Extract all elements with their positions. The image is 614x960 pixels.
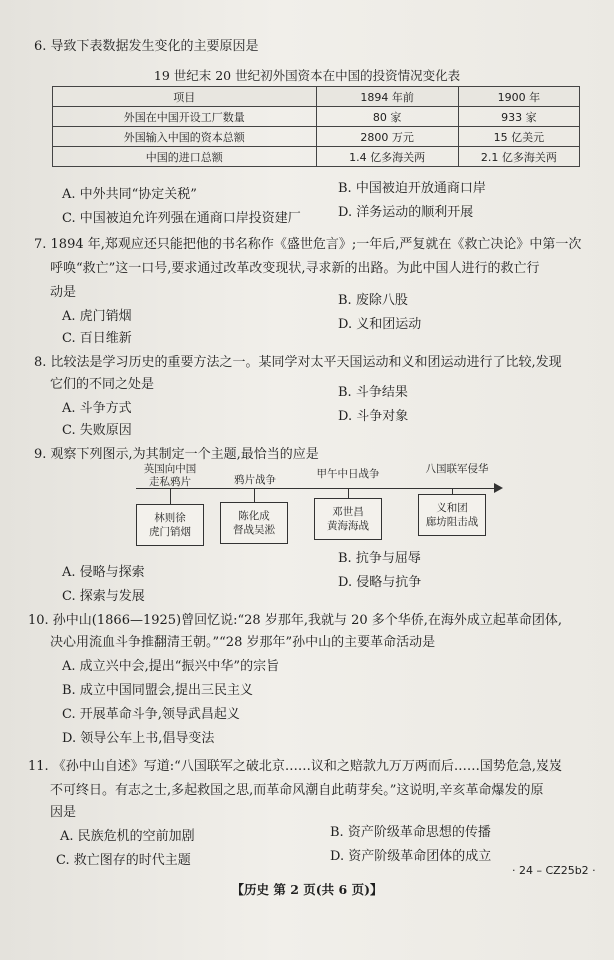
table-header-cell: 1894 年前 <box>316 87 458 107</box>
table-cell: 80 家 <box>316 107 458 127</box>
q10-option-a[interactable]: A. 成立兴中会,提出“振兴中华”的宗旨 <box>62 659 280 674</box>
table-cell: 2800 万元 <box>316 127 458 147</box>
table-header-cell: 项目 <box>53 87 317 107</box>
timeline-label-eight-nation-invasion: 八国联军侵华 <box>425 463 489 475</box>
timeline-axis <box>136 488 496 489</box>
timeline-box-lin-zexu: 林则徐 虎门销烟 <box>136 504 204 546</box>
timeline-box-boxers-langfang: 义和团 廊坊阻击战 <box>418 494 486 536</box>
table-cell: 933 家 <box>458 107 579 127</box>
table-header-cell: 1900 年 <box>458 87 579 107</box>
q10-option-c[interactable]: C. 开展革命斗争,领导武昌起义 <box>62 707 240 722</box>
q11-option-a[interactable]: A. 民族危机的空前加剧 <box>60 829 195 844</box>
q6-option-b[interactable]: B. 中国被迫开放通商口岸 <box>338 181 486 196</box>
page-footer: 【历史 第 2 页(共 6 页)】 <box>231 882 383 897</box>
q10-option-b[interactable]: B. 成立中国同盟会,提出三民主义 <box>62 683 253 698</box>
timeline-label-opium-smuggling: 英国向中国 走私鸦片 <box>143 463 197 488</box>
timeline-label-opium-war: 鸦片战争 <box>234 474 276 486</box>
q8-option-c[interactable]: C. 失败原因 <box>62 423 132 438</box>
q11-stem-line2: 不可终日。有志之士,多起救国之思,而革命风潮自此萌芽矣。”这说明,辛亥革命爆发的原 <box>50 783 544 798</box>
q6-stem: 6. 导致下表数据发生变化的主要原因是 <box>34 39 259 54</box>
q7-option-d[interactable]: D. 义和团运动 <box>338 317 422 332</box>
q7-stem-line1: 7. 1894 年,郑观应还只能把他的书名称作《盛世危言》;一年后,严复就在《救亡决论》中第一次 <box>34 237 582 252</box>
q9-option-d[interactable]: D. 侵略与抗争 <box>338 575 422 590</box>
q11-stem-line1: 11. 《孙中山自述》写道:“八国联军之破北京……议和之赔款九万万两而后……国势危急,岌岌 <box>28 759 562 774</box>
timeline-connector <box>170 488 171 504</box>
table-cell: 1.4 亿多海关两 <box>316 147 458 167</box>
table-cell: 15 亿美元 <box>458 127 579 147</box>
table-cell: 2.1 亿多海关两 <box>458 147 579 167</box>
q10-stem-line1: 10. 孙中山(1866—1925)曾回忆说:“28 岁那年,我就与 20 多个华侨,在海外成立起革命团体, <box>28 613 563 628</box>
q6-table-title: 19 世纪末 20 世纪初外国资本在中国的投资情况变化表 <box>153 68 461 83</box>
timeline-arrow-head <box>494 483 503 493</box>
q11-option-c[interactable]: C. 救亡图存的时代主题 <box>56 853 191 868</box>
q7-option-c[interactable]: C. 百日维新 <box>62 331 132 346</box>
q6-option-c[interactable]: C. 中国被迫允许列强在通商口岸投资建厂 <box>62 211 301 226</box>
timeline-connector <box>254 488 255 502</box>
table-cell: 外国输入中国的资本总额 <box>53 127 317 147</box>
q9-option-b[interactable]: B. 抗争与屈辱 <box>338 551 421 566</box>
q8-option-d[interactable]: D. 斗争对象 <box>338 409 409 424</box>
q10-stem-line2: 决心用流血斗争推翻清王朝。”“28 岁那年”孙中山的主要革命活动是 <box>50 635 436 650</box>
table-row <box>53 127 580 147</box>
q8-stem-line2: 它们的不同之处是 <box>50 377 155 392</box>
q7-stem-line3: 动是 <box>50 285 77 300</box>
q11-option-d[interactable]: D. 资产阶级革命团体的成立 <box>330 849 492 864</box>
q8-option-a[interactable]: A. 斗争方式 <box>62 401 132 416</box>
q9-option-a[interactable]: A. 侵略与探索 <box>62 565 145 580</box>
q9-stem: 9. 观察下列图示,为其制定一个主题,最恰当的应是 <box>34 447 319 462</box>
timeline-connector <box>348 488 349 498</box>
q6-option-a[interactable]: A. 中外共同“协定关税” <box>62 187 197 202</box>
timeline-box-chen-huacheng: 陈化成 督战吴淞 <box>220 502 288 544</box>
q7-option-b[interactable]: B. 废除八股 <box>338 293 408 308</box>
q10-option-d[interactable]: D. 领导公车上书,倡导变法 <box>62 731 215 746</box>
paper-code: · 24 – CZ25b2 · <box>512 864 596 877</box>
timeline-label-sino-japanese-war: 甲午中日战争 <box>316 468 380 480</box>
q7-option-a[interactable]: A. 虎门销烟 <box>62 309 132 324</box>
q9-option-c[interactable]: C. 探索与发展 <box>62 589 145 604</box>
q7-stem-line2: 呼唤“救亡”这一口号,要求通过改革改变现状,寻求新的出路。为此中国人进行的救亡行 <box>50 261 540 276</box>
q11-stem-line3: 因是 <box>50 805 77 820</box>
table-row <box>53 147 580 167</box>
q11-option-b[interactable]: B. 资产阶级革命思想的传播 <box>330 825 491 840</box>
table-cell: 中国的进口总额 <box>53 147 317 167</box>
table-cell: 外国在中国开设工厂数量 <box>53 107 317 127</box>
timeline-box-deng-shichang: 邓世昌 黄海海战 <box>314 498 382 540</box>
table-row <box>53 107 580 127</box>
q8-option-b[interactable]: B. 斗争结果 <box>338 385 408 400</box>
table-header-row <box>53 87 580 107</box>
q6-option-d[interactable]: D. 洋务运动的顺利开展 <box>338 205 474 220</box>
q8-stem-line1: 8. 比较法是学习历史的重要方法之一。某同学对太平天国运动和义和团运动进行了比较,发现 <box>34 355 562 370</box>
investment-table <box>52 86 580 167</box>
